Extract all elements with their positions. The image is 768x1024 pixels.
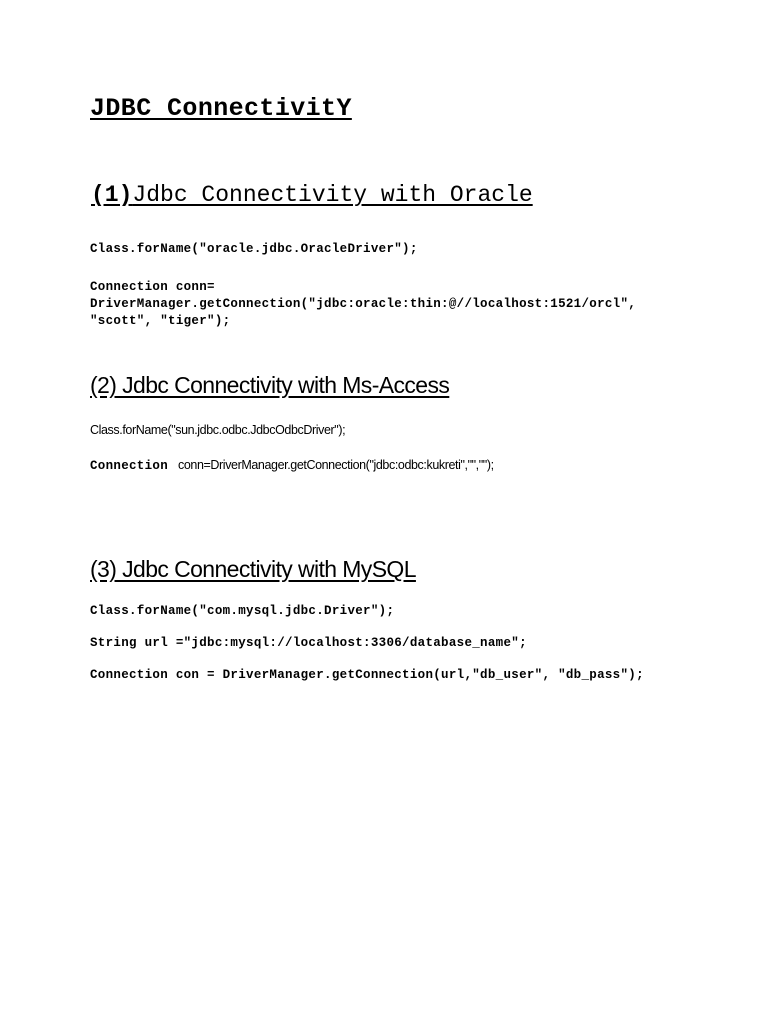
msaccess-section-heading: (2) Jdbc Connectivity with Ms-Access <box>90 372 450 398</box>
msaccess-code-load-driver: Class.forName("sun.jdbc.odbc.JdbcOdbcDriver"); <box>90 423 346 437</box>
mysql-code-url: String url ="jdbc:mysql://localhost:3306/database_name"; <box>90 636 527 650</box>
oracle-code-connection-decl: Connection conn= <box>90 280 215 294</box>
oracle-code-get-connection: DriverManager.getConnection("jdbc:oracle:thin:@//localhost:1521/orcl", <box>90 297 637 311</box>
oracle-code-credentials: "scott", "tiger"); <box>90 314 231 328</box>
msaccess-code-connection-call: conn=DriverManager.getConnection("jdbc:odbc:kukreti","",""); <box>178 458 494 472</box>
oracle-section-number: (1) <box>91 182 133 208</box>
oracle-section-title: Jdbc Connectivity with Oracle <box>132 182 533 208</box>
msaccess-code-get-connection <box>90 456 494 474</box>
mysql-section-heading: (3) Jdbc Connectivity with MySQL <box>90 556 416 582</box>
oracle-section-heading <box>91 182 533 208</box>
document-title: JDBC ConnectivitY <box>90 94 352 123</box>
oracle-code-load-driver: Class.forName("oracle.jdbc.OracleDriver"); <box>90 242 418 256</box>
mysql-code-get-connection: Connection con = DriverManager.getConnection(url,"db_user", "db_pass"); <box>90 668 644 682</box>
mysql-code-load-driver: Class.forName("com.mysql.jdbc.Driver"); <box>90 604 395 618</box>
msaccess-code-connection-keyword: Connection <box>90 459 169 473</box>
